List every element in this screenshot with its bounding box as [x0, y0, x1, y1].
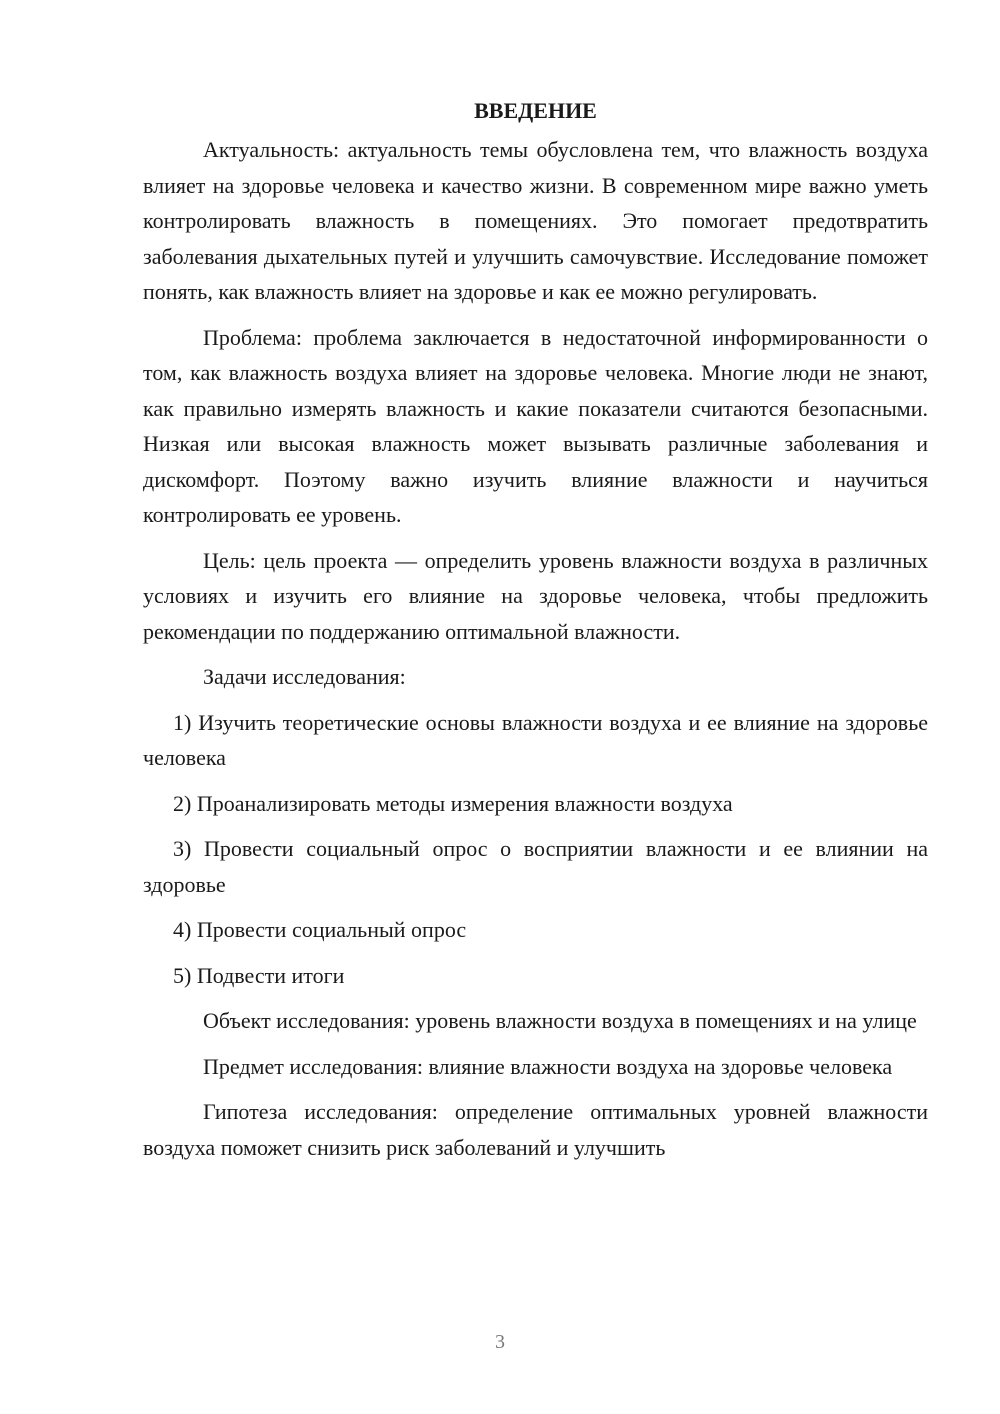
task-item-5: 5) Подвести итоги [173, 962, 345, 988]
page-number: 3 [495, 1331, 505, 1353]
section-title: ВВЕДЕНИЕ [474, 98, 597, 123]
subject-paragraph: Предмет исследования: влияние влажности воздуха на здоровье человека [203, 1053, 893, 1079]
task-item-3: 3) Провести социальный опрос о восприятии влажности и ее влиянии на здоровье [143, 836, 928, 897]
document-body [143, 93, 928, 1175]
actuality-paragraph: Актуальность: актуальность темы обусловлена тем, что влажность воздуха влияет на здоровье человека и качество жизни. В современном мире важно уметь контролировать влажность в помещениях. Это помогает предотвратить заболевания дыхательных путей и улучшить самочувствие. Исследование поможет понять, как влажность влияет на здоровье и как ее можно регулировать. [143, 137, 928, 304]
problem-paragraph: Проблема: проблема заключается в недостаточной информированности о том, как влажность воздуха влияет на здоровье человека. Многие люди не знают, как правильно измерять влажность и какие показатели считаются безопасными. Низкая или высокая влажность может вызывать различные заболевания и дискомфорт. Поэтому важно изучить влияние влажности и научиться контролировать ее уровень. [143, 324, 928, 527]
goal-paragraph: Цель: цель проекта — определить уровень влажности воздуха в различных условиях и изучить его влияние на здоровье человека, чтобы предложить рекомендации по поддержанию оптимальной влажности. [143, 547, 928, 644]
tasks-heading: Задачи исследования: [203, 664, 406, 689]
task-item-2: 2) Проанализировать методы измерения влажности воздуха [173, 790, 733, 816]
hypothesis-paragraph: Гипотеза исследования: определение оптимальных уровней влажности воздуха поможет снизить риск заболеваний и улучшить [143, 1099, 928, 1160]
task-item-4: 4) Провести социальный опрос [173, 917, 467, 942]
task-item-1: 1) Изучить теоретические основы влажности воздуха и ее влияние на здоровье человека [143, 709, 928, 770]
object-paragraph: Объект исследования: уровень влажности воздуха в помещениях и на улице [203, 1008, 917, 1033]
